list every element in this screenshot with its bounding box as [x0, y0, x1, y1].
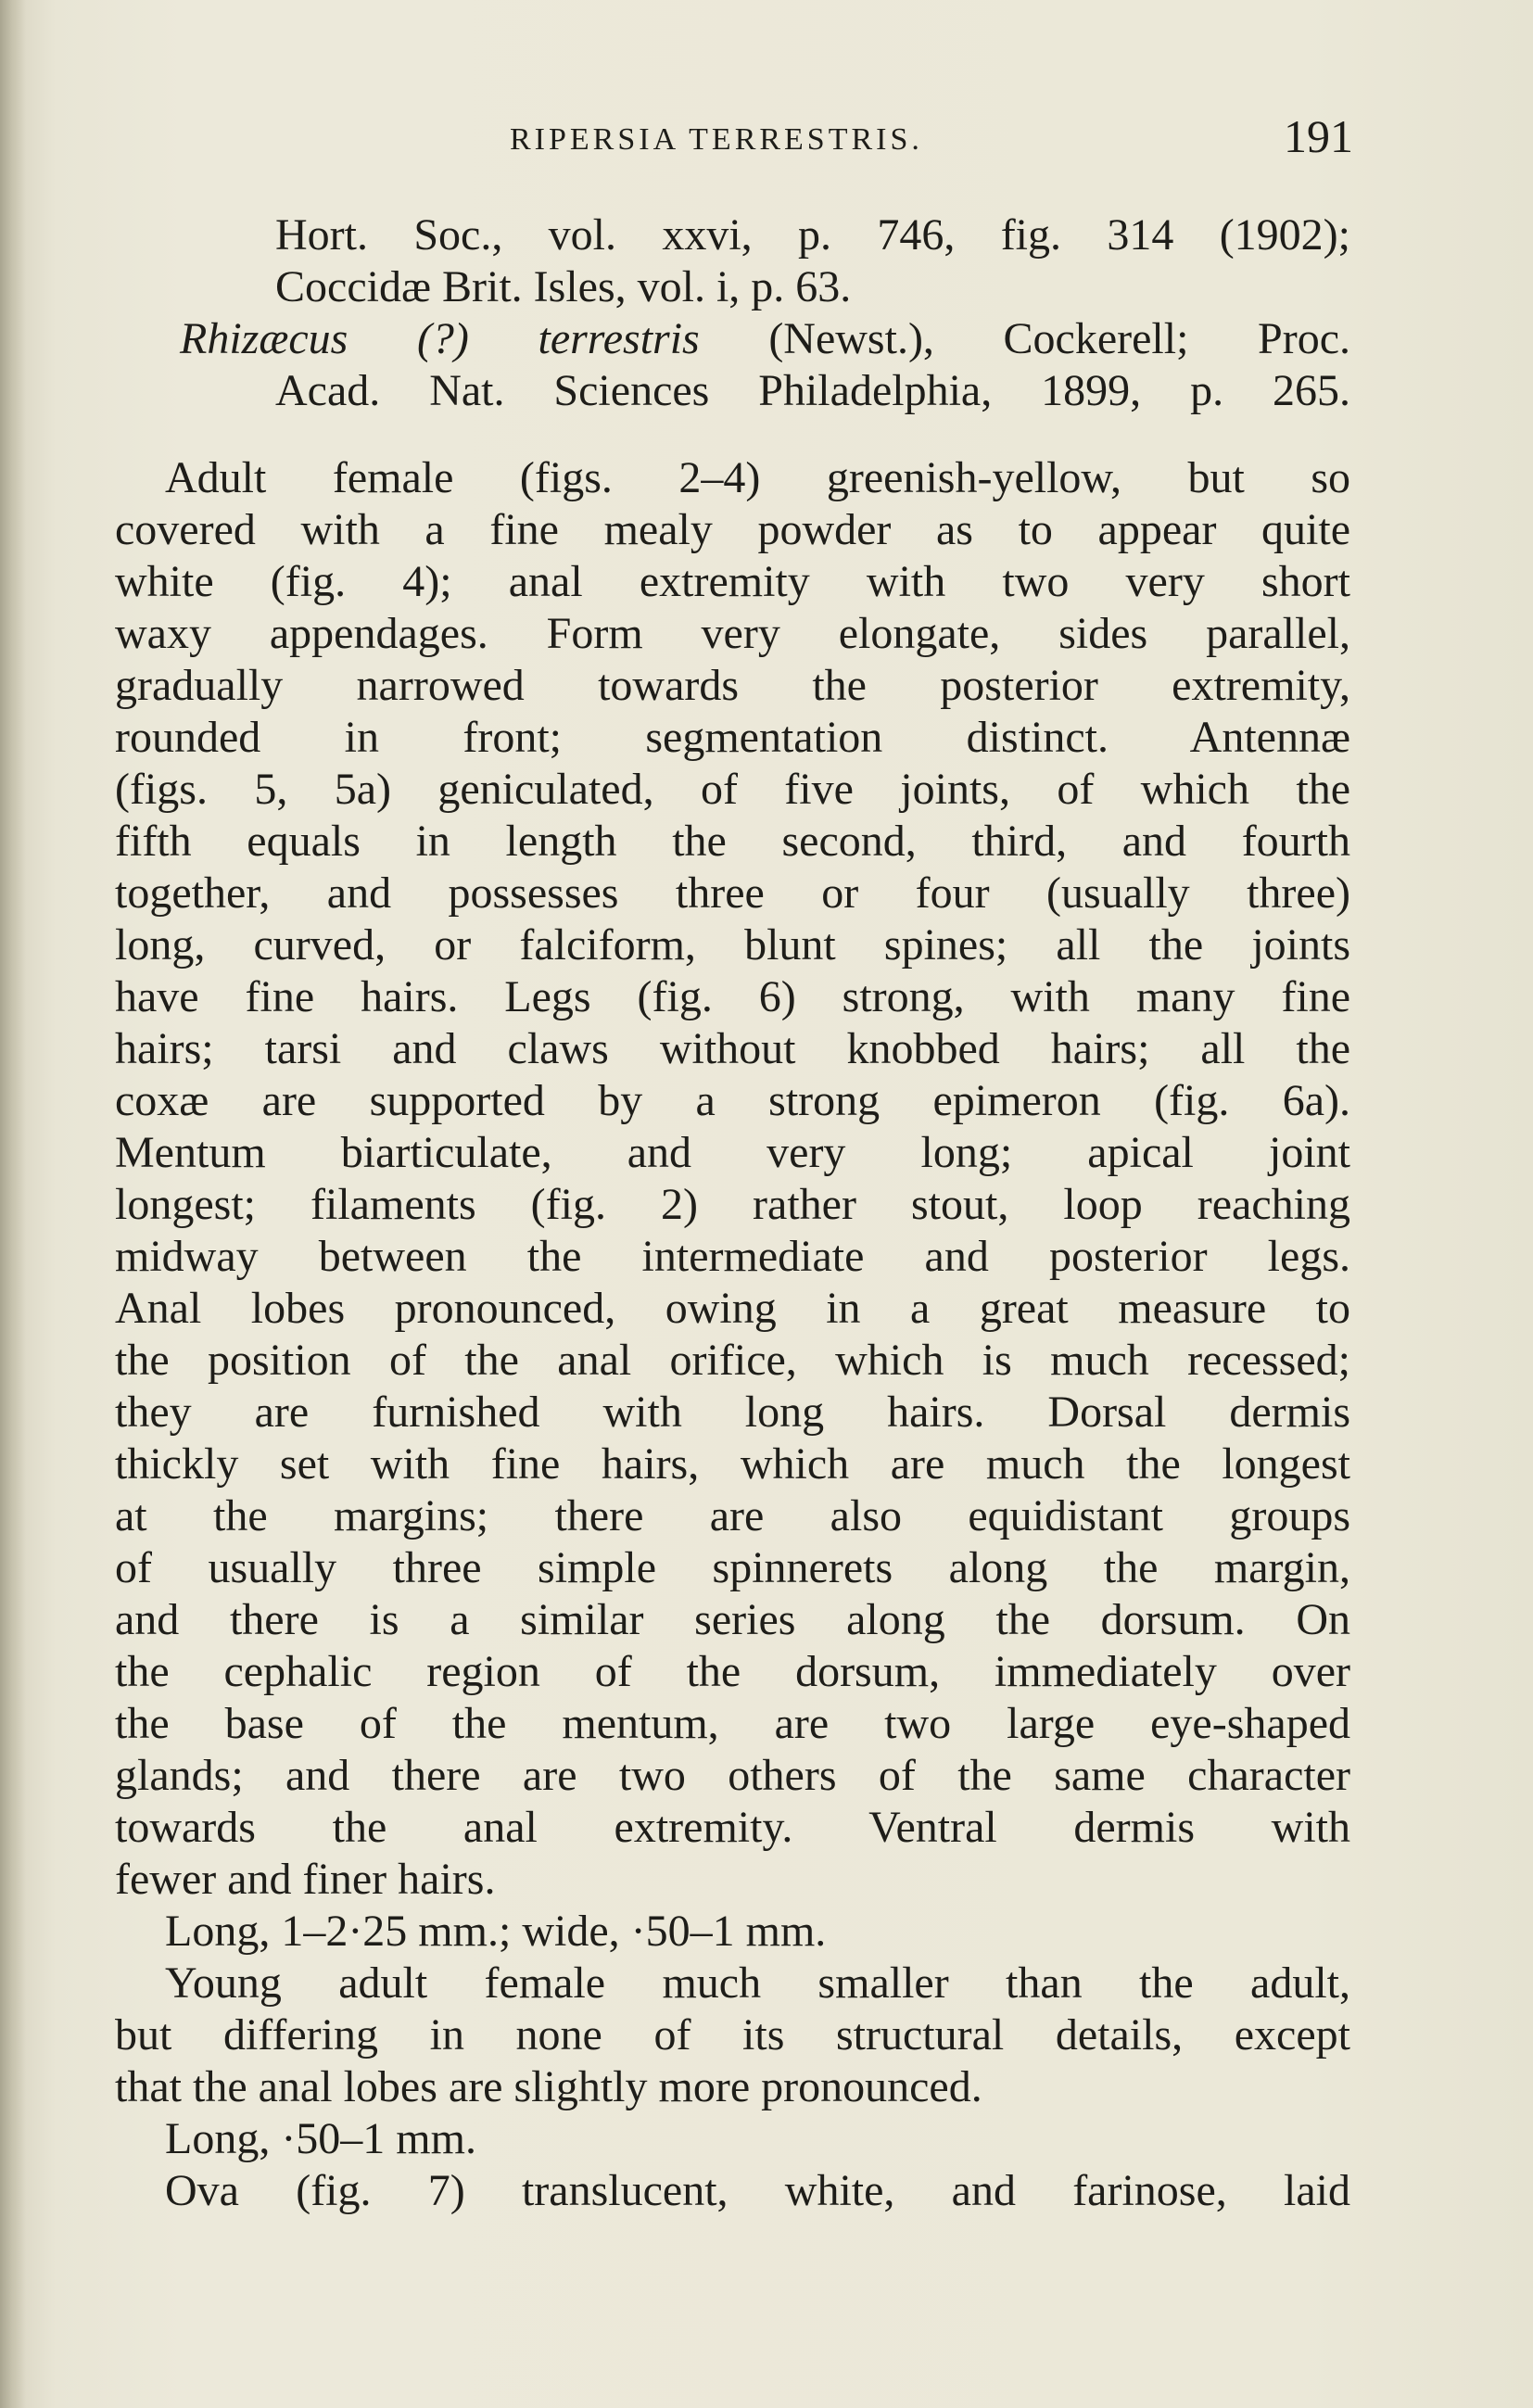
- text-line: coxæ are supported by a strong epimeron (fig. 6a).: [115, 1076, 1350, 1125]
- text-line: Anal lobes pronounced, owing in a great measure to: [115, 1284, 1350, 1333]
- text-line: towards the anal extremity. Ventral dermis with: [115, 1803, 1350, 1852]
- text-line: white (fig. 4); anal extremity with two very short: [115, 557, 1350, 606]
- running-title: RIPERSIA TERRESTRIS.: [510, 122, 923, 157]
- text-line: thickly set with fine hairs, which are much the longest: [115, 1439, 1350, 1489]
- description-paragraph: [104, 452, 1350, 1906]
- text-line: waxy appendages. Form very elongate, sides parallel,: [115, 609, 1350, 658]
- text-line: have fine hairs. Legs (fig. 6) strong, with many fine: [115, 972, 1350, 1021]
- reference-line: Hort. Soc., vol. xxvi, p. 746, fig. 314 (1902);: [275, 210, 1350, 260]
- paragraph-gap: [104, 417, 1350, 452]
- text-line: hairs; tarsi and claws without knobbed hairs; all the: [115, 1024, 1350, 1073]
- ova-paragraph: [104, 2165, 1350, 2217]
- text-line: (figs. 5, 5a) geniculated, of five joints, of which the: [115, 765, 1350, 814]
- text-line: covered with a fine mealy powder as to appear quite: [115, 505, 1350, 554]
- text-line: rounded in front; segmentation distinct. Antennæ: [115, 713, 1350, 762]
- text-line: longest; filaments (fig. 2) rather stout, loop reaching: [115, 1180, 1350, 1229]
- measurement-line: Long, 1–2·25 mm.; wide, ·50–1 mm.: [165, 1907, 827, 1956]
- young-adult-paragraph: [104, 1958, 1350, 2113]
- text-line: that the anal lobes are slightly more pronounced.: [115, 2062, 982, 2111]
- measurement-line: Long, ·50–1 mm.: [165, 2114, 476, 2163]
- text-line: they are furnished with long hairs. Dorsal dermis: [115, 1388, 1350, 1437]
- text-line: Ova (fig. 7) translucent, white, and farinose, laid: [165, 2166, 1350, 2215]
- page-number: 191: [1284, 110, 1353, 162]
- text-line: but differing in none of its structural details, except: [115, 2010, 1350, 2059]
- binding-shadow: [0, 0, 26, 2408]
- text-line: the position of the anal orifice, which is much recessed;: [115, 1336, 1350, 1385]
- running-header: [111, 109, 1353, 174]
- reference-line: Rhizæcus (?) terrestris (Newst.), Cockerell; Proc.: [180, 314, 1350, 363]
- text-line: fifth equals in length the second, third, and fourth: [115, 817, 1350, 866]
- species-name: (?) terrestris: [416, 314, 700, 363]
- text-line: long, curved, or falciform, blunt spines; all the joints: [115, 920, 1350, 970]
- text-line: gradually narrowed towards the posterior extremity,: [115, 661, 1350, 710]
- reference-line: Acad. Nat. Sciences Philadelphia, 1899, p. 265.: [275, 366, 1350, 415]
- reference-line: Coccidæ Brit. Isles, vol. i, p. 63.: [275, 262, 852, 311]
- text-line: the base of the mentum, are two large eye-shaped: [115, 1699, 1350, 1748]
- text-line: Young adult female much smaller than the adult,: [165, 1958, 1350, 2008]
- text-line: of usually three simple spinnerets along the margin,: [115, 1543, 1350, 1592]
- text-line: glands; and there are two others of the same character: [115, 1751, 1350, 1800]
- text-line: fewer and finer hairs.: [115, 1855, 496, 1904]
- text-line: the cephalic region of the dorsum, immediately over: [115, 1647, 1350, 1696]
- text-line: Adult female (figs. 2–4) greenish-yellow, but so: [165, 453, 1350, 502]
- text-line: Mentum biarticulate, and very long; apical joint: [115, 1128, 1350, 1177]
- text-line: at the margins; there are also equidistant groups: [115, 1491, 1350, 1540]
- genus-name: Rhizæcus: [180, 314, 348, 363]
- text-line: together, and possesses three or four (usually three): [115, 868, 1350, 918]
- text-line: midway between the intermediate and posterior legs.: [115, 1232, 1350, 1281]
- body-text: [104, 209, 1350, 2217]
- text-line: and there is a similar series along the dorsum. On: [115, 1595, 1350, 1644]
